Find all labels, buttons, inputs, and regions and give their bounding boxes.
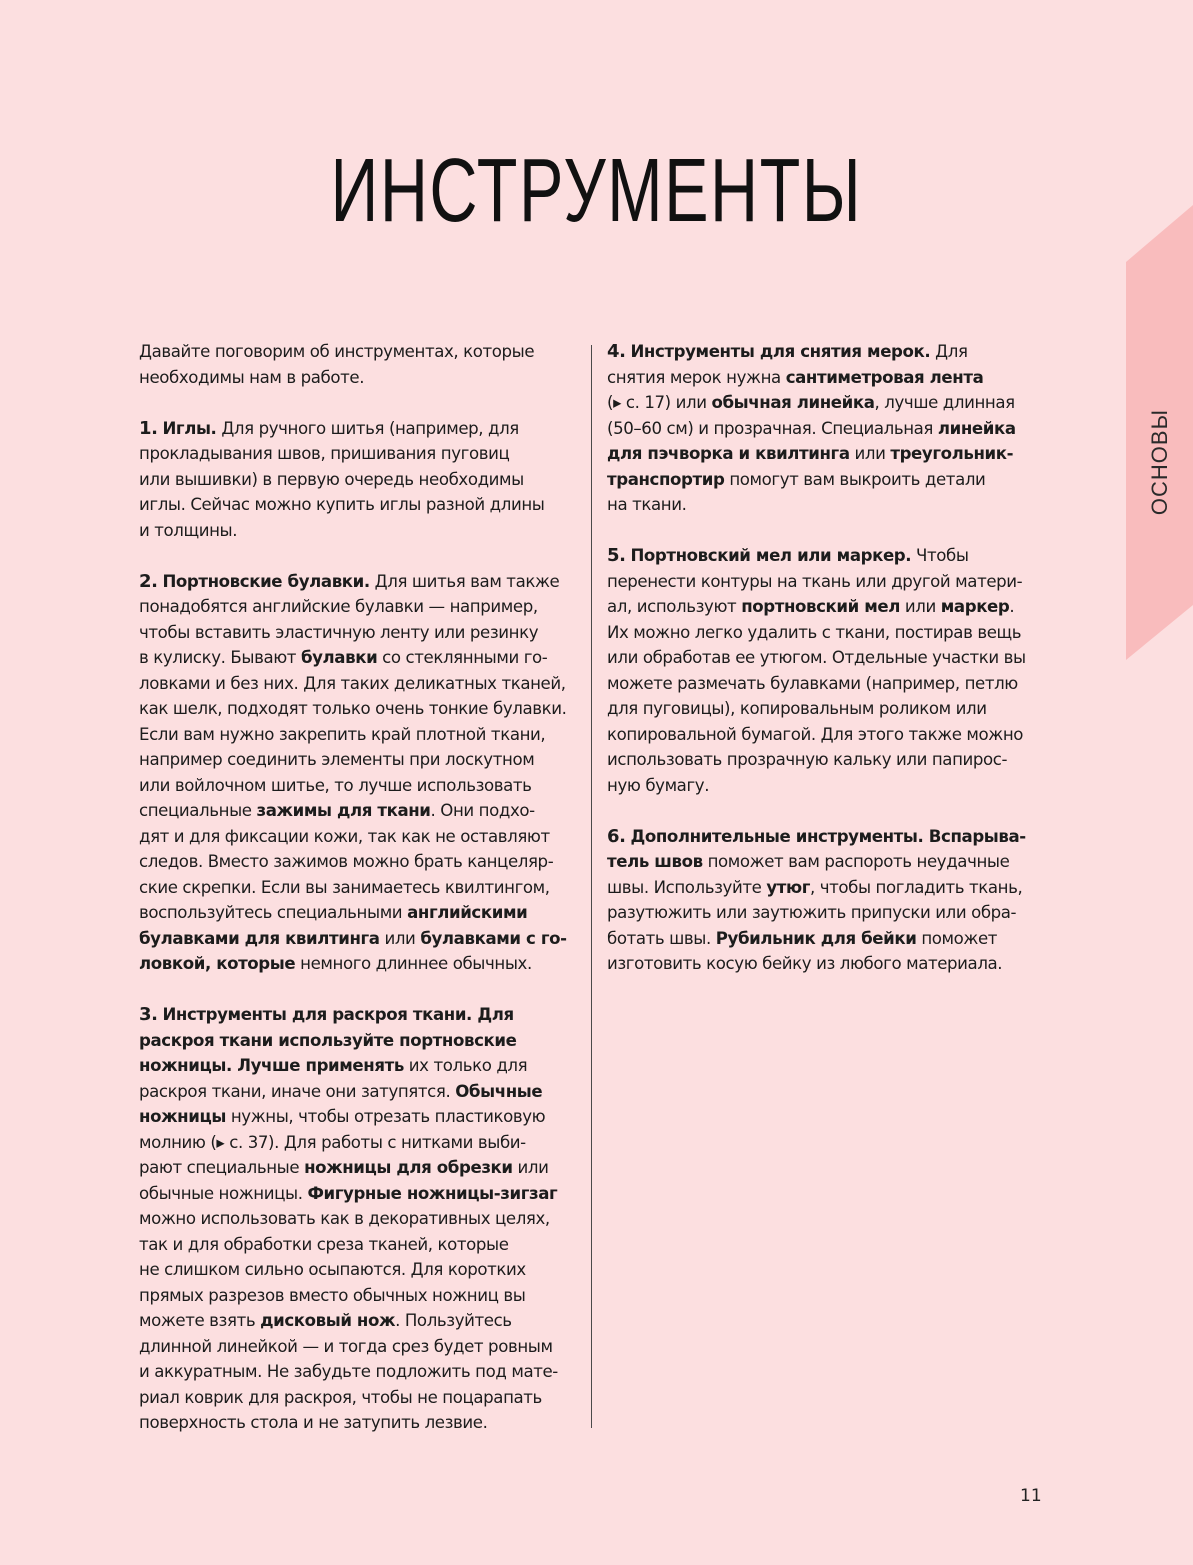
- text-line: для пуговицы), копировальным роликом или: [607, 699, 987, 718]
- text-line: и толщины.: [139, 520, 238, 540]
- text-line: понадобятся английские булавки — например,: [139, 597, 538, 616]
- text-line: (50–60 см) и прозрачная. Специальная: [607, 418, 938, 438]
- bold-term: сантиметровая лента: [785, 367, 984, 387]
- text-line: прокладывания швов, пришивания пуговиц: [139, 444, 510, 463]
- text-line: копировальной бумагой. Для этого также можно: [607, 724, 1024, 744]
- text-line: со стеклянными го-: [377, 648, 548, 667]
- section-tab-shape: [1126, 0, 1193, 700]
- text-line: или: [379, 928, 421, 948]
- bold-term: маркер: [940, 597, 1010, 616]
- bold-term: Рубильник для бейки: [715, 928, 917, 948]
- text-line: Для: [930, 342, 968, 361]
- text-line: перенести контуры на ткань или другой матери-: [607, 571, 1023, 591]
- text-line: нужны, чтобы отрезать пластиковую: [225, 1107, 546, 1126]
- intro-line: Давайте поговорим об инструментах, которые: [139, 342, 535, 361]
- bold-term: ножницы: [139, 1107, 226, 1126]
- section-measuring: [607, 339, 1047, 518]
- bold-term: зажимы для ткани: [256, 801, 431, 820]
- text-line: или вышивки) в первую очередь необходимы: [139, 469, 524, 489]
- text-line: ские скрепки. Если вы занимаетесь квилтингом,: [139, 877, 550, 897]
- text-line: немного длиннее обычных.: [295, 954, 532, 973]
- text-line: снятия мерок нужна: [607, 367, 786, 387]
- bold-term: Фигурные ножницы-зигзаг: [307, 1183, 558, 1203]
- text-line: риал коврик для раскроя, чтобы не поцарапать: [139, 1387, 542, 1407]
- text-line: Их можно легко удалить с ткани, постирав вещь: [607, 622, 1022, 642]
- intro-line: необходимы нам в работе.: [139, 367, 365, 387]
- text-line: например соединить элементы при лоскутном: [139, 750, 535, 769]
- text-line: поможет: [916, 928, 998, 948]
- bold-term: портновский мел: [741, 597, 901, 616]
- text-line: Для шитья вам также: [369, 571, 560, 591]
- section-cutting: [139, 1002, 579, 1436]
- text-line: изготовить косую бейку из любого материала.: [607, 954, 1003, 973]
- section-heading: Портновский мел или маркер.: [630, 546, 912, 565]
- section-number: 5.: [607, 545, 626, 566]
- text-line: Чтобы: [911, 546, 969, 565]
- text-line: ную бумагу.: [607, 775, 710, 795]
- section-needles: [139, 416, 579, 544]
- text-line: раскроя ткани, иначе они затупятся.: [139, 1081, 456, 1101]
- text-line: поможет вам распороть неудачные: [702, 852, 1010, 871]
- text-line: швы. Используйте: [607, 877, 767, 897]
- text-line: дят и для фиксации кожи, так как не оставляют: [139, 826, 550, 846]
- bold-term: булавками для квилтинга: [139, 928, 380, 948]
- left-column: [139, 339, 579, 1461]
- text-line: или: [849, 444, 891, 463]
- text-line: можете размечать булавками (например, петлю: [607, 673, 1018, 693]
- bold-term: булавками с го-: [420, 928, 567, 948]
- section-number: 1.: [139, 417, 158, 439]
- right-column: [607, 339, 1047, 1002]
- text-line: не слишком сильно осыпаются. Для коротких: [139, 1260, 526, 1279]
- text-line: , лучше длинная: [874, 393, 1015, 412]
- section-heading: Дополнительные инструменты. Вспарыва-: [630, 826, 1026, 846]
- text-line: ботать швы.: [607, 928, 716, 948]
- text-line: и аккуратным. Не забудьте подложить под мате-: [139, 1362, 558, 1381]
- section-heading: Портновские булавки.: [162, 571, 370, 591]
- bold-term: ловкой, которые: [139, 954, 296, 973]
- bold-term: дисковый нож: [260, 1311, 396, 1330]
- section-heading: Инструменты для снятия мерок.: [630, 342, 931, 361]
- text-line: или обработав ее утюгом. Отдельные участки вы: [607, 648, 1026, 667]
- text-line: . Пользуйтесь: [395, 1311, 512, 1330]
- bold-term: булавки: [300, 648, 378, 667]
- text-line: обычные ножницы.: [139, 1183, 308, 1203]
- text-line: воспользуйтесь специальными: [139, 903, 408, 922]
- text-line: длинной линейкой — и тогда срез будет ровным: [139, 1336, 553, 1356]
- bold-term: ножницы. Лучше применять: [139, 1056, 404, 1075]
- text-line: как шелк, подходят только очень тонкие булавки.: [139, 699, 567, 718]
- text-line: рают специальные: [139, 1158, 305, 1177]
- text-line: (▸ с. 17) или: [607, 393, 712, 412]
- text-line: ловками и без них. Для таких деликатных тканей,: [139, 673, 566, 693]
- section-additional: [607, 824, 1047, 977]
- text-line: .: [1009, 597, 1015, 616]
- intro-paragraph: [139, 339, 579, 390]
- text-line: ал, используют: [607, 597, 742, 616]
- text-line: использовать прозрачную кальку или папирос-: [607, 750, 1008, 769]
- section-number: 4.: [607, 341, 626, 362]
- section-marking: [607, 543, 1047, 798]
- text-line: . Они подхо-: [430, 801, 535, 820]
- column-divider: [591, 345, 592, 1428]
- bold-term: английскими: [407, 903, 528, 922]
- bold-term: транспортир: [607, 469, 725, 489]
- page-number: 11: [1020, 1486, 1042, 1506]
- bold-term: для пэчворка и квилтинга: [607, 444, 850, 463]
- bold-term: обычная линейка: [711, 393, 875, 412]
- text-line: в кулиску. Бывают: [139, 648, 301, 667]
- text-line: разутюжить или заутюжить припуски или обра-: [607, 903, 1017, 922]
- text-line: на ткани.: [607, 495, 687, 514]
- text-line: их только для: [403, 1056, 528, 1075]
- section-tab-label: ОСНОВЫ: [1147, 408, 1172, 516]
- bold-term: Обычные: [455, 1081, 543, 1101]
- bold-term: раскроя ткани используйте портновские: [139, 1030, 517, 1050]
- text-line: или: [900, 597, 941, 616]
- bold-term: линейка: [937, 418, 1016, 438]
- text-line: следов. Вместо зажимов можно брать канцеляр-: [139, 852, 554, 871]
- text-line: чтобы вставить эластичную ленту или резинку: [139, 622, 539, 642]
- section-heading: Инструменты для раскроя ткани. Для: [162, 1005, 514, 1024]
- text-line: можно использовать как в декоративных целях,: [139, 1209, 550, 1228]
- bold-term: треугольник-: [890, 444, 1014, 463]
- bold-term: ножницы для обрезки: [304, 1158, 513, 1177]
- text-line: или: [512, 1158, 549, 1177]
- bold-term: тель швов: [607, 852, 703, 871]
- bold-term: утюг: [766, 877, 810, 897]
- section-number: 6.: [607, 825, 626, 847]
- page-title: ИНСТРУМЕНТЫ: [330, 141, 863, 241]
- text-line: , чтобы погладить ткань,: [809, 877, 1023, 897]
- text-line: помогут вам выкроить детали: [724, 469, 986, 489]
- text-line: специальные: [139, 801, 257, 820]
- text-line: прямых разрезов вместо обычных ножниц вы: [139, 1285, 526, 1305]
- text-line: Если вам нужно закрепить край плотной ткани,: [139, 724, 546, 744]
- section-number: 2.: [139, 570, 158, 592]
- text-line: поверхность стола и не затупить лезвие.: [139, 1413, 488, 1432]
- text-line: Для ручного шитья (например, для: [216, 418, 519, 438]
- text-line: или войлочном шитье, то лучше использовать: [139, 775, 532, 795]
- text-line: молнию (▸ с. 37). Для работы с нитками выби-: [139, 1132, 526, 1152]
- section-number: 3.: [139, 1004, 158, 1025]
- text-line: иглы. Сейчас можно купить иглы разной длины: [139, 495, 545, 514]
- section-heading: Иглы.: [162, 418, 217, 438]
- text-line: можете взять: [139, 1311, 261, 1330]
- section-pins: [139, 569, 579, 977]
- text-line: так и для обработки среза тканей, которые: [139, 1234, 509, 1254]
